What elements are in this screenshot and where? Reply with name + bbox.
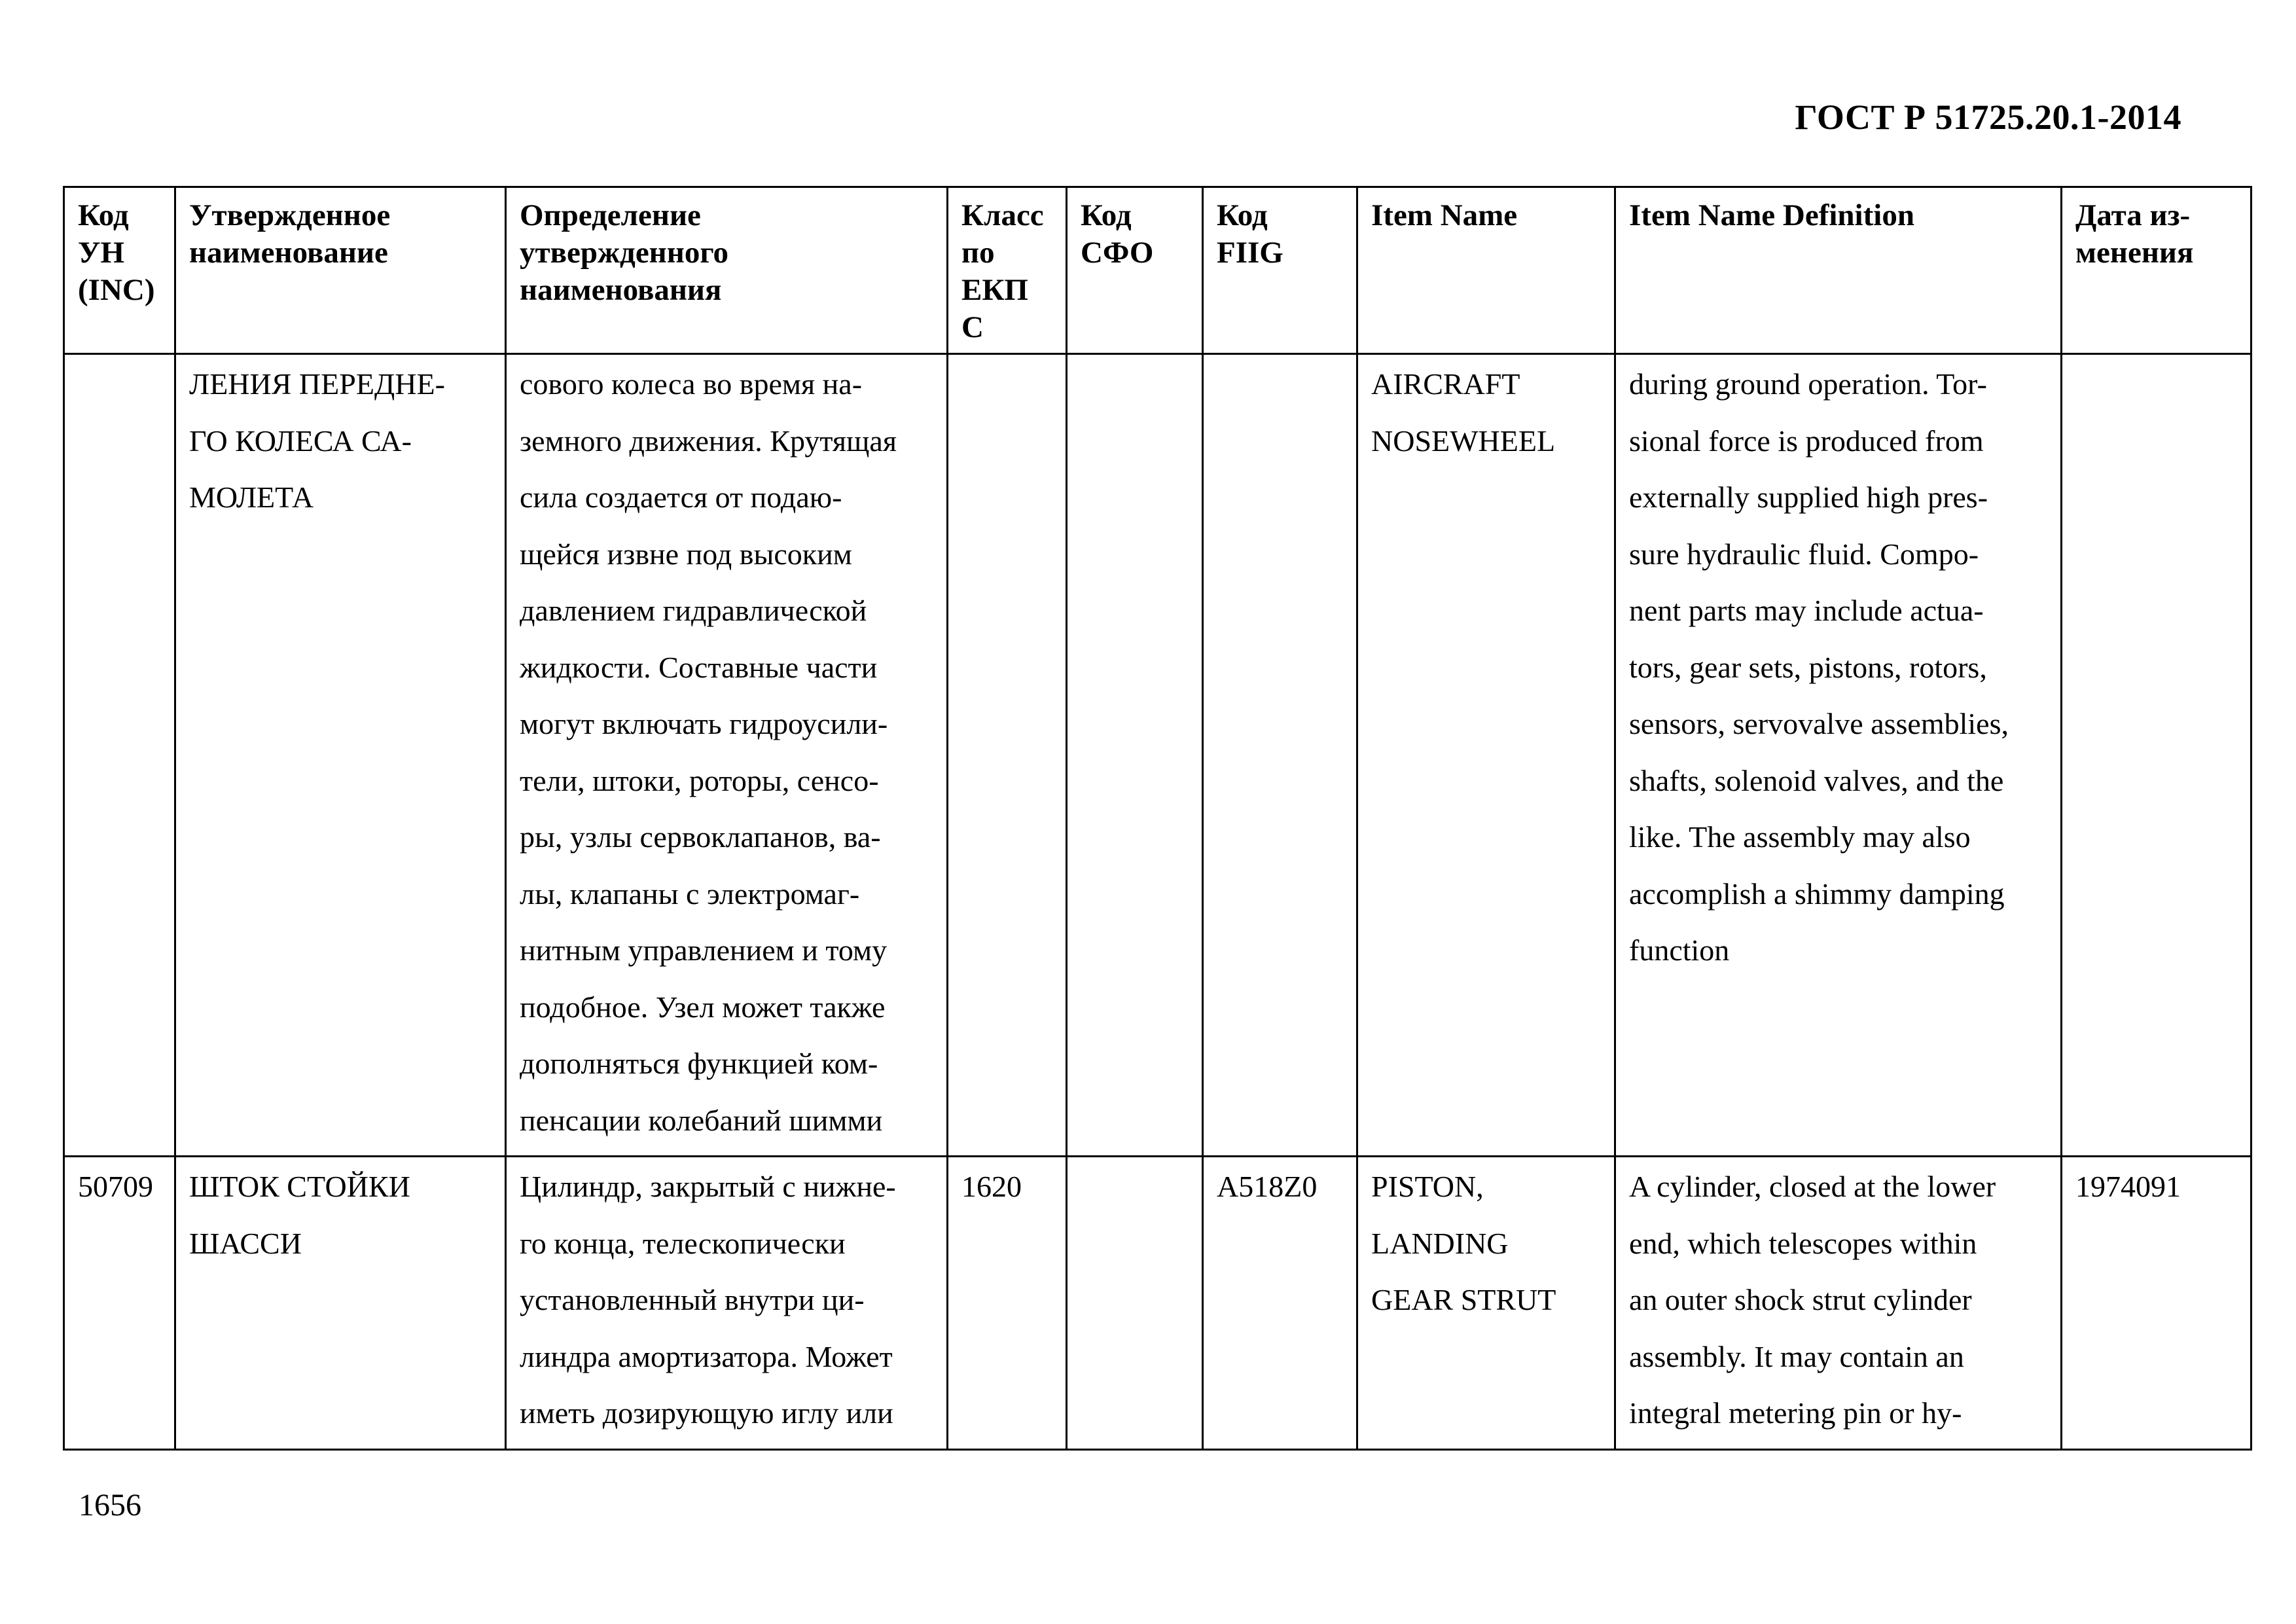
codification-table — [63, 186, 2252, 1451]
cell-item-name-definition: A cylinder, closed at the lower end, which telescopes within an outer shock strut cylinder assembly. It may contain an integral metering pin or hy- — [1615, 1157, 2062, 1450]
table-header-row — [64, 187, 2251, 354]
header-change-date: Дата из- менения — [2062, 187, 2251, 354]
cell-fiig-code — [1203, 354, 1357, 1157]
cell-sfo-code — [1067, 354, 1203, 1157]
cell-change-date: 1974091 — [2062, 1157, 2251, 1450]
document-standard-title: ГОСТ Р 51725.20.1-2014 — [1795, 98, 2181, 137]
cell-inc-code: 50709 — [64, 1157, 175, 1450]
cell-ekps-class — [948, 354, 1067, 1157]
header-sfo-code: Код СФО — [1067, 187, 1203, 354]
header-name-definition: Определение утвержденного наименования — [506, 187, 948, 354]
cell-name-definition: сового колеса во время на- земного движения. Крутящая сила создается от подаю- щейся извне под высоким давлением гидравлической жидкости. Составные части могут включать гидроусили- тели, штоки, роторы, сенсо- ры, узлы сервоклапанов, ва- лы, клапаны с электромаг- нитным управлением и тому подобное. Узел может также дополняться функцией ком- пенсации колебаний шимми — [506, 354, 948, 1157]
header-item-name: Item Name — [1357, 187, 1615, 354]
table-row — [64, 1157, 2251, 1450]
cell-approved-name: ЛЕНИЯ ПЕРЕДНЕ- ГО КОЛЕСА СА- МОЛЕТА — [175, 354, 506, 1157]
header-item-name-definition: Item Name Definition — [1615, 187, 2062, 354]
header-ekps-class: Класс по ЕКП С — [948, 187, 1067, 354]
header-fiig-code: Код FIIG — [1203, 187, 1357, 354]
header-inc-code: Код УН (INC) — [64, 187, 175, 354]
header-approved-name: Утвержденное наименование — [175, 187, 506, 354]
cell-change-date — [2062, 354, 2251, 1157]
cell-ekps-class: 1620 — [948, 1157, 1067, 1450]
cell-sfo-code — [1067, 1157, 1203, 1450]
cell-item-name: PISTON, LANDING GEAR STRUT — [1357, 1157, 1615, 1450]
cell-item-name-definition: during ground operation. Tor- sional force is produced from externally supplied high pres- sure hydraulic fluid. Compo- nent parts may include actua- tors, gear sets, pistons, rotors, sensors, servovalve assemblies, shafts, solenoid valves, and the like. The assembly may also accomplish a shimmy damping function — [1615, 354, 2062, 1157]
cell-approved-name: ШТОК СТОЙКИ ШАССИ — [175, 1157, 506, 1450]
cell-fiig-code: A518Z0 — [1203, 1157, 1357, 1450]
cell-inc-code — [64, 354, 175, 1157]
page-number: 1656 — [79, 1488, 141, 1523]
cell-name-definition: Цилиндр, закрытый с нижне- го конца, телескопически установленный внутри ци- линдра амортизатора. Может иметь дозирующую иглу или — [506, 1157, 948, 1450]
table-row — [64, 354, 2251, 1157]
cell-item-name: AIRCRAFT NOSEWHEEL — [1357, 354, 1615, 1157]
